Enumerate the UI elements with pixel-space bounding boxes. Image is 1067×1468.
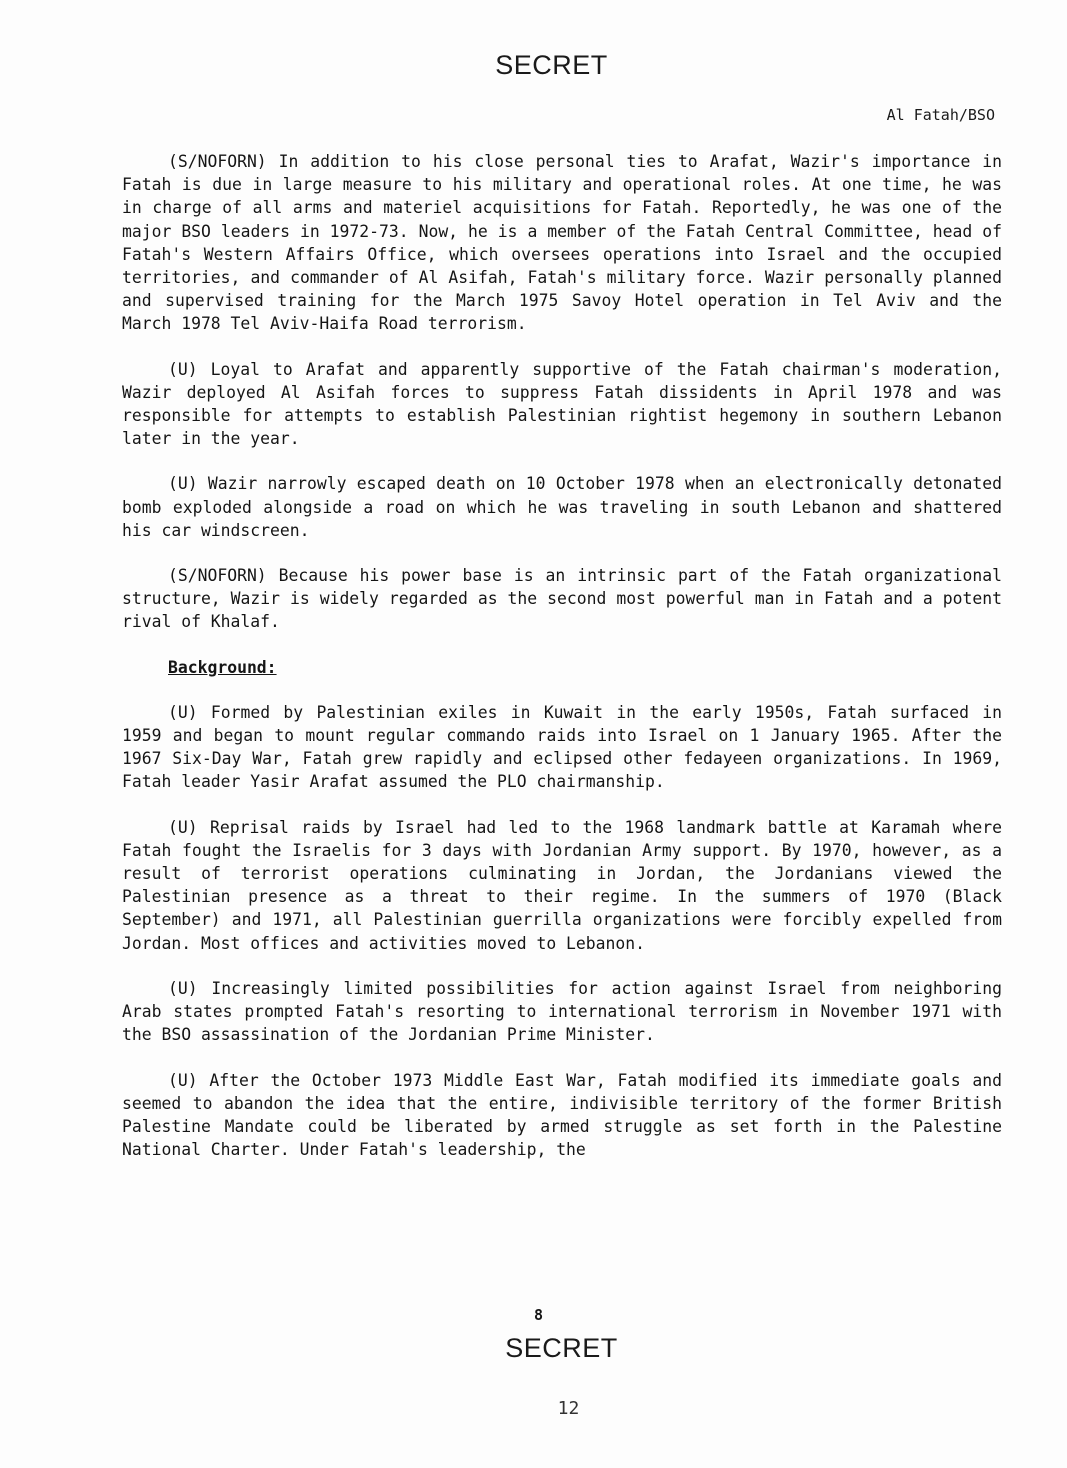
paragraph [122,701,1002,794]
paragraph [122,564,1002,634]
classification-marking: (U) [168,978,198,998]
stamped-page-number: 12 [557,1398,580,1419]
classification-footer: SECRET [505,1333,618,1363]
paragraph [122,816,1002,955]
paragraph-text: Because his power base is an intrinsic part of the Fatah organizational structure, Wazir is widely regarded as the second most powerful man in Fatah and a potent rival of Khalaf. [122,566,1002,632]
paragraph-text: Loyal to Arafat and apparently supportive of the Fatah chairman's moderation, Wazir deployed Al Asifah forces to suppress Fatah dissidents in April 1978 and was responsible for attempts to establish Palestinian rightist hegemony in southern Lebanon later in the year. [122,359,1002,449]
paragraph-text: Wazir narrowly escaped death on 10 October 1978 when an electronically detonated bomb exploded alongside a road on which he was traveling in south Lebanon and shattered his car windscreen. [122,474,1002,540]
classification-header: SECRET [495,50,608,80]
paragraph [122,150,1002,336]
page-number: 8 [533,1306,544,1324]
paragraph [122,977,1002,1047]
document-body [122,150,1002,1183]
paragraph [122,358,1002,451]
classification-marking: (U) [168,1070,198,1090]
classification-marking: (S/NOFORN) [168,566,267,586]
document-reference: Al Fatah/BSO [886,106,995,124]
classification-marking: (U) [168,474,198,494]
paragraph-text: Reprisal raids by Israel had led to the 1968 landmark battle at Karamah where Fatah fought the Israelis for 3 days with Jordanian Army support. By 1970, however, as a result of terrorist operations culminating in Jordan, the Jordanians viewed the Palestinian presence as a threat to their regime. In the summers of 1970 (Black September) and 1971, all Palestinian guerrilla organizations were forcibly expelled from Jordan. Most offices and activities moved to Lebanon. [122,817,1002,953]
classification-marking: (U) [168,702,198,722]
paragraph-text: Increasingly limited possibilities for action against Israel from neighboring Arab states prompted Fatah's resorting to international terrorism in November 1971 with the BSO assassination of the Jordanian Prime Minister. [122,978,1002,1045]
paragraph [122,1069,1002,1162]
paragraph-text: After the October 1973 Middle East War, Fatah modified its immediate goals and seemed to abandon the idea that the entire, indivisible territory of the former British Palestine Mandate could be liberated by armed struggle as set forth in the Palestine National Charter. Under Fatah's leadership, the [122,1070,1002,1160]
paragraph-text: In addition to his close personal ties to Arafat, Wazir's importance in Fatah is due in large measure to his military and operational roles. At one time, he was in charge of all arms and materiel acquisitions for Fatah. Reportedly, he was one of the major BSO leaders in 1972-73. Now, he is a member of the Fatah Central Committee, head of Fatah's Western Affairs Office, which oversees operations into Israel and the occupied territories, and commander of Al Asifah, Fatah's military force. Wazir personally planned and supervised training for the March 1975 Savoy Hotel operation in Tel Aviv and the March 1978 Tel Aviv-Haifa Road terrorism. [122,152,1002,334]
paragraph-text: Formed by Palestinian exiles in Kuwait in the early 1950s, Fatah surfaced in 1959 and began to mount regular commando raids into Israel on 1 January 1965. After the 1967 Six-Day War, Fatah grew rapidly and eclipsed other fedayeen organizations. In 1969, Fatah leader Yasir Arafat assumed the PLO chairmanship. [122,702,1002,792]
classification-marking: (U) [168,359,198,379]
classification-marking: (S/NOFORN) [168,152,267,171]
paragraph [122,472,1002,542]
classification-marking: (U) [168,817,198,837]
section-heading: Background: [168,657,277,677]
